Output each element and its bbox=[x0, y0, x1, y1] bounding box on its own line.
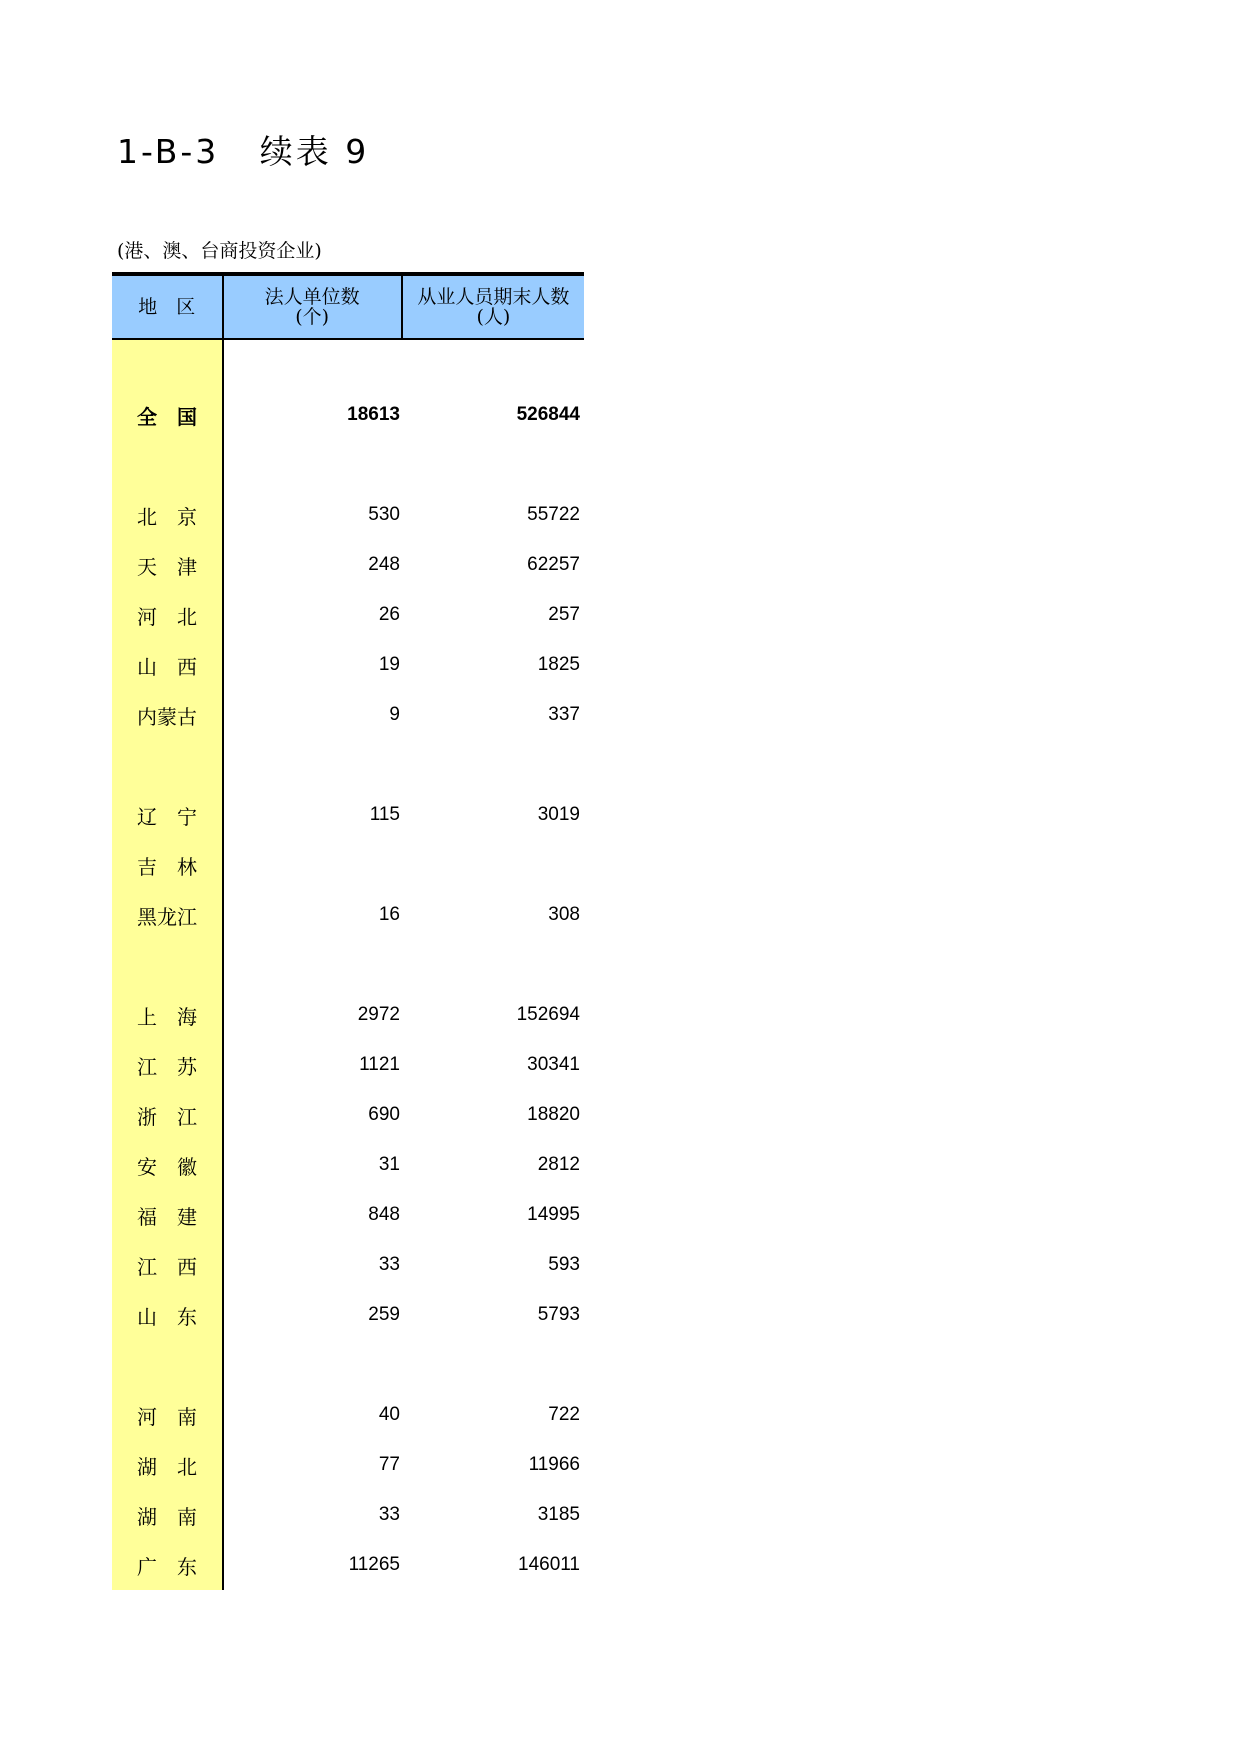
units-cell: 248 bbox=[368, 554, 400, 575]
table-row bbox=[112, 840, 584, 890]
employees-cell: 5793 bbox=[537, 1304, 580, 1325]
units-cell bbox=[224, 940, 404, 990]
header-employees-unit: (人) bbox=[476, 306, 511, 328]
units-cell bbox=[224, 1340, 404, 1390]
employees-cell: 55722 bbox=[527, 504, 580, 525]
spacer-row bbox=[112, 1340, 584, 1390]
units-cell: 690 bbox=[368, 1104, 400, 1125]
units-cell: 18613 bbox=[347, 404, 400, 425]
table-row bbox=[112, 640, 584, 690]
header-employees bbox=[403, 276, 584, 338]
employees-cell: 526844 bbox=[516, 404, 580, 425]
table-row bbox=[112, 1290, 584, 1340]
units-cell: 115 bbox=[369, 804, 400, 825]
region-cell: 河 北 bbox=[112, 590, 224, 640]
page-title: 1-B-3 续表 9 bbox=[117, 132, 370, 171]
table-row bbox=[112, 990, 584, 1040]
employees-cell: 308 bbox=[548, 904, 580, 925]
units-cell: 2972 bbox=[357, 1004, 400, 1025]
region-cell bbox=[112, 440, 224, 490]
region-cell: 安 徽 bbox=[112, 1140, 224, 1190]
table-body bbox=[112, 340, 584, 1590]
region-cell: 江 西 bbox=[112, 1240, 224, 1290]
spacer-row bbox=[112, 440, 584, 490]
units-cell bbox=[224, 440, 404, 490]
header-units-unit: (个) bbox=[295, 306, 330, 328]
total-row bbox=[112, 390, 584, 440]
table-row bbox=[112, 1090, 584, 1140]
employees-cell: 722 bbox=[548, 1404, 580, 1425]
units-cell: 259 bbox=[368, 1304, 400, 1325]
employees-cell: 1825 bbox=[537, 654, 580, 675]
units-cell: 11265 bbox=[348, 1554, 400, 1575]
table-row bbox=[112, 540, 584, 590]
units-cell: 848 bbox=[368, 1204, 400, 1225]
employees-cell: 11966 bbox=[528, 1454, 580, 1475]
region-cell: 黑龙江 bbox=[112, 890, 224, 940]
units-cell: 33 bbox=[378, 1254, 400, 1275]
region-cell: 辽 宁 bbox=[112, 790, 224, 840]
employees-cell: 152694 bbox=[516, 1004, 580, 1025]
units-cell bbox=[224, 740, 404, 790]
table-row bbox=[112, 1040, 584, 1090]
units-cell: 77 bbox=[378, 1454, 400, 1475]
region-cell: 吉 林 bbox=[112, 840, 224, 890]
table-header bbox=[112, 276, 584, 340]
region-cell: 湖 北 bbox=[112, 1440, 224, 1490]
table-row bbox=[112, 1240, 584, 1290]
table-row bbox=[112, 1190, 584, 1240]
units-cell bbox=[224, 840, 404, 890]
employees-cell: 257 bbox=[548, 604, 580, 625]
region-cell: 山 东 bbox=[112, 1290, 224, 1340]
table-subtitle: (港、澳、台商投资企业) bbox=[117, 240, 322, 262]
region-cell: 河 南 bbox=[112, 1390, 224, 1440]
employees-cell bbox=[404, 740, 584, 790]
employees-cell: 593 bbox=[548, 1254, 580, 1275]
spacer-row bbox=[112, 340, 584, 390]
employees-cell: 3019 bbox=[537, 804, 580, 825]
units-cell: 19 bbox=[378, 654, 400, 675]
units-cell: 1121 bbox=[359, 1054, 400, 1075]
region-cell bbox=[112, 740, 224, 790]
region-cell: 福 建 bbox=[112, 1190, 224, 1240]
employees-cell bbox=[404, 1340, 584, 1390]
table-row bbox=[112, 1490, 584, 1540]
region-cell bbox=[112, 1340, 224, 1390]
units-cell: 9 bbox=[389, 704, 400, 725]
employees-cell: 146011 bbox=[518, 1554, 580, 1575]
table-row bbox=[112, 890, 584, 940]
units-cell: 26 bbox=[378, 604, 400, 625]
spacer-row bbox=[112, 940, 584, 990]
header-units bbox=[224, 276, 403, 338]
employees-cell bbox=[404, 340, 584, 390]
region-cell: 山 西 bbox=[112, 640, 224, 690]
employees-cell bbox=[404, 840, 584, 890]
employees-cell: 30341 bbox=[527, 1054, 580, 1075]
units-cell: 40 bbox=[378, 1404, 400, 1425]
region-cell: 全 国 bbox=[112, 390, 224, 440]
units-cell: 16 bbox=[378, 904, 400, 925]
units-cell bbox=[224, 340, 404, 390]
employees-cell: 18820 bbox=[527, 1104, 580, 1125]
table-row bbox=[112, 490, 584, 540]
employees-cell: 62257 bbox=[527, 554, 580, 575]
region-cell: 北 京 bbox=[112, 490, 224, 540]
region-cell: 天 津 bbox=[112, 540, 224, 590]
employees-cell bbox=[404, 440, 584, 490]
table-row bbox=[112, 690, 584, 740]
header-units-label: 法人单位数 bbox=[264, 286, 360, 308]
region-cell bbox=[112, 940, 224, 990]
spacer-row bbox=[112, 740, 584, 790]
header-employees-label: 从业人员期末人数 bbox=[417, 286, 570, 308]
table-row bbox=[112, 790, 584, 840]
table-row bbox=[112, 1540, 584, 1590]
employees-cell: 3185 bbox=[537, 1504, 580, 1525]
employees-cell: 14995 bbox=[527, 1204, 580, 1225]
region-cell: 浙 江 bbox=[112, 1090, 224, 1140]
employees-cell: 337 bbox=[548, 704, 580, 725]
units-cell: 33 bbox=[378, 1504, 400, 1525]
header-region-label: 地 区 bbox=[138, 296, 196, 318]
employees-cell bbox=[404, 940, 584, 990]
region-cell: 广 东 bbox=[112, 1540, 224, 1590]
table-row bbox=[112, 590, 584, 640]
table-row bbox=[112, 1390, 584, 1440]
region-cell: 上 海 bbox=[112, 990, 224, 1040]
employees-cell: 2812 bbox=[537, 1154, 580, 1175]
table-row bbox=[112, 1440, 584, 1490]
header-region bbox=[112, 276, 224, 338]
region-cell bbox=[112, 340, 224, 390]
region-cell: 湖 南 bbox=[112, 1490, 224, 1540]
units-cell: 530 bbox=[368, 504, 400, 525]
statistics-table bbox=[112, 272, 584, 1590]
units-cell: 31 bbox=[378, 1154, 400, 1175]
table-row bbox=[112, 1140, 584, 1190]
region-cell: 江 苏 bbox=[112, 1040, 224, 1090]
region-cell: 内蒙古 bbox=[112, 690, 224, 740]
